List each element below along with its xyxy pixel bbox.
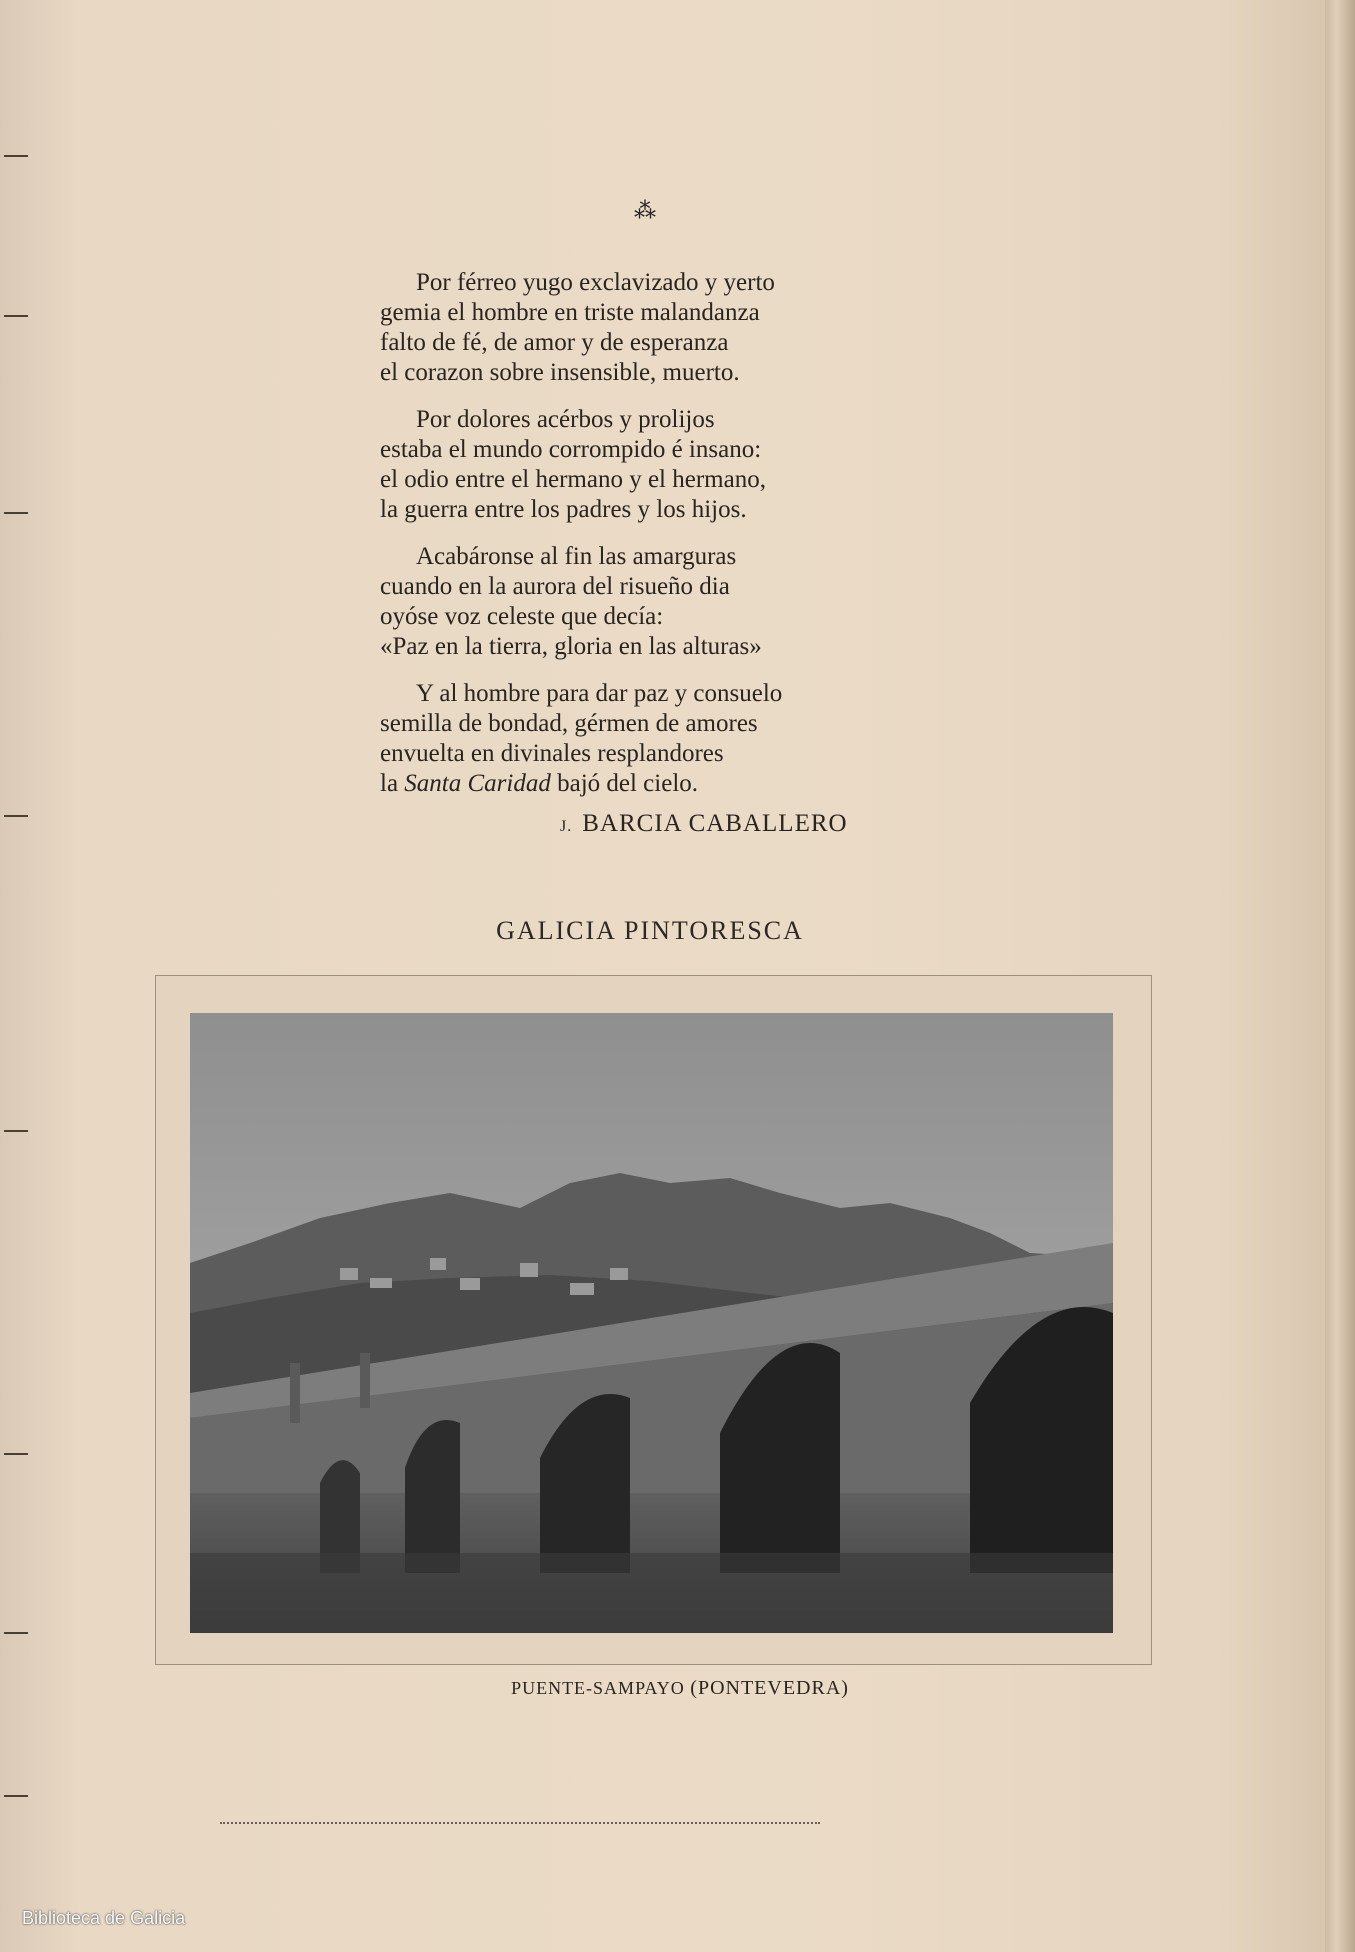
- poem-stanza-3: [380, 542, 940, 662]
- poem-stanza-2: [380, 405, 940, 525]
- poem: [380, 268, 940, 816]
- stitch-mark: [4, 315, 28, 317]
- poem-line: el corazon sobre insensible, muerto.: [380, 359, 740, 386]
- poem-line: cuando en la aurora del risueño dia: [380, 573, 730, 600]
- stitch-mark: [4, 1130, 28, 1132]
- poem-line-prefix: la: [380, 770, 405, 797]
- caption-place: (PONTEVEDRA): [690, 1677, 849, 1699]
- stitch-mark: [4, 155, 28, 157]
- poem-line: Acabáronse al fin las amarguras: [416, 543, 737, 570]
- author-name: BARCIA CABALLERO: [582, 810, 848, 837]
- poem-line: gemia el hombre en triste malandanza: [380, 299, 760, 326]
- poem-line: Y al hombre para dar paz y consuelo: [416, 680, 783, 707]
- poem-line: la guerra entre los padres y los hijos.: [380, 496, 747, 523]
- asterism-ornament: ⁂: [634, 198, 656, 223]
- bridge-photo-illustration: [190, 1013, 1113, 1633]
- stitch-mark: [4, 512, 28, 514]
- library-watermark: Biblioteca de Galicia: [22, 1908, 186, 1928]
- poem-line: Por férreo yugo exclavizado y yerto: [416, 269, 775, 296]
- poem-italic-phrase: Santa Caridad: [404, 770, 551, 797]
- page-edge: [1325, 0, 1355, 1952]
- poem-line: semilla de bondad, gérmen de amores: [380, 710, 758, 737]
- footer-rule: [220, 1822, 820, 1826]
- poem-line: estaba el mundo corrompido é insano:: [380, 436, 762, 463]
- poem-line: «Paz en la tierra, gloria en las alturas»: [380, 633, 762, 660]
- poem-author: [560, 810, 940, 838]
- stitch-mark: [4, 1795, 28, 1797]
- bridge-photograph: [190, 1013, 1113, 1633]
- poem-line: oyóse voz celeste que decía:: [380, 603, 664, 630]
- poem-line: Por dolores acérbos y prolijos: [416, 406, 715, 433]
- poem-line: falto de fé, de amor y de esperanza: [380, 329, 729, 356]
- poem-line: el odio entre el hermano y el hermano,: [380, 466, 766, 493]
- stitch-mark: [4, 1453, 28, 1455]
- poem-line: [380, 769, 940, 799]
- poem-stanza-1: [380, 268, 940, 388]
- section-title: GALICIA PINTORESCA: [496, 916, 804, 945]
- author-initial: J.: [560, 818, 573, 835]
- caption-title: PUENTE-SAMPAYO: [511, 1678, 685, 1698]
- poem-line: envuelta en divinales resplandores: [380, 740, 724, 767]
- stitch-mark: [4, 1632, 28, 1634]
- stitch-mark: [4, 815, 28, 817]
- photo-caption: [400, 1677, 960, 1700]
- binding-stitch-marks: [0, 0, 30, 1952]
- poem-line-suffix: bajó del cielo.: [550, 770, 699, 797]
- poem-stanza-4: [380, 679, 940, 799]
